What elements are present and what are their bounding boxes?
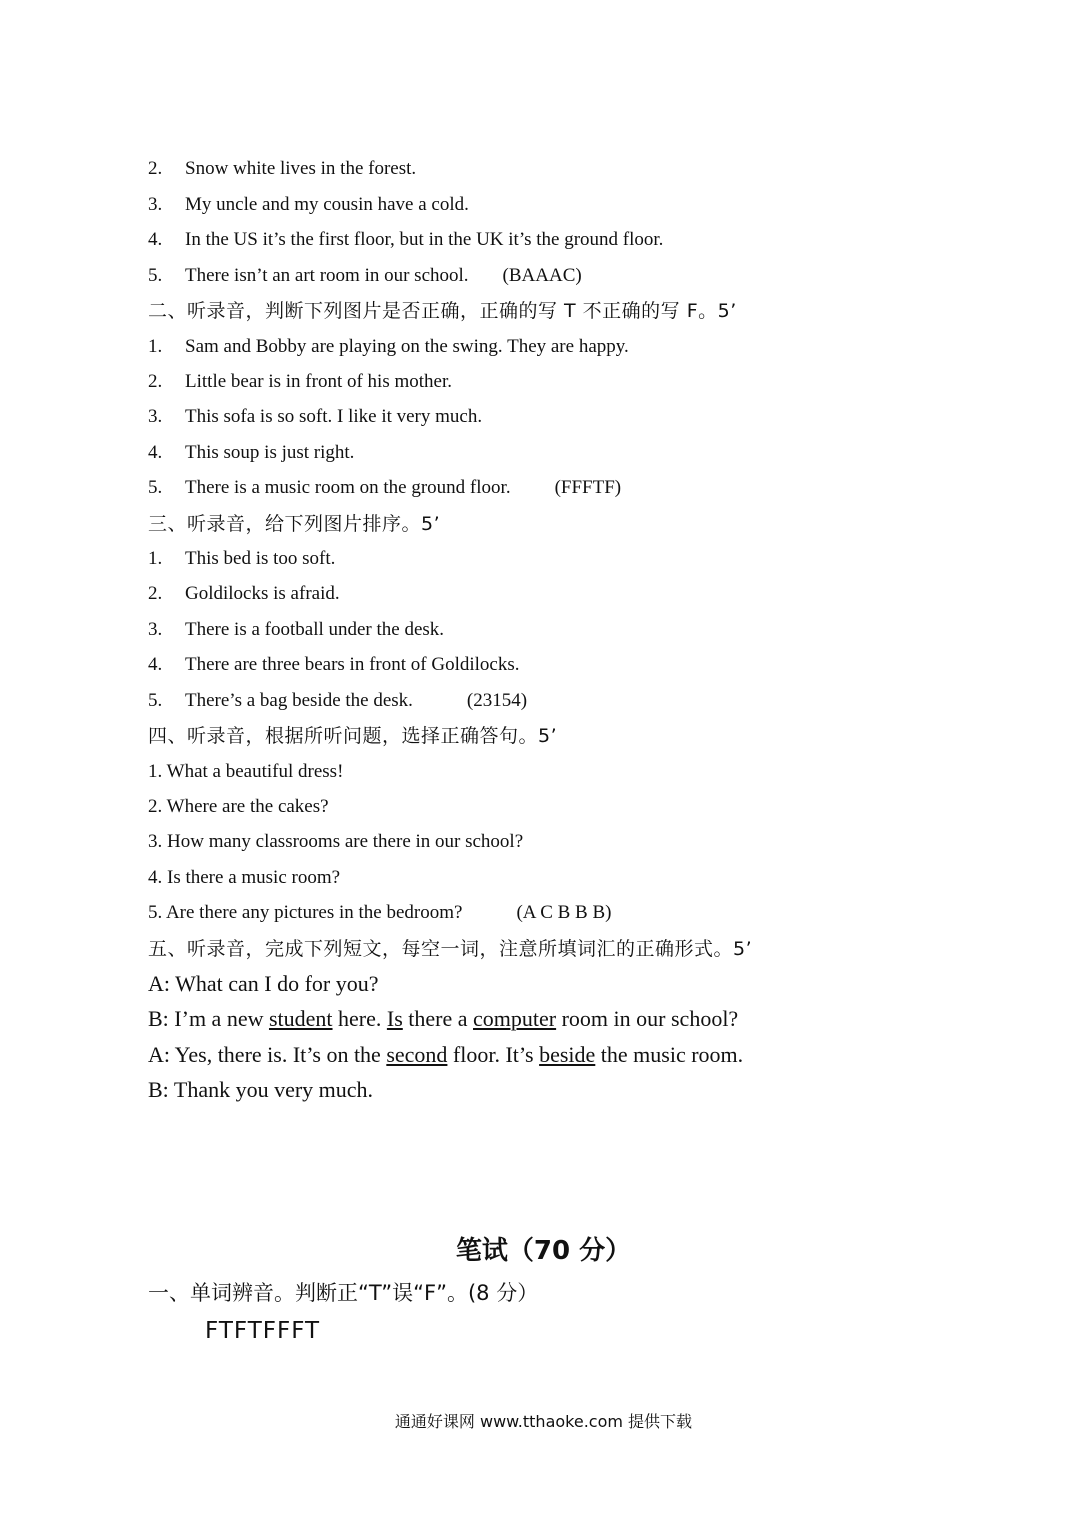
part4-heading: 四、听录音，根据所听问题，选择正确答句。5’ bbox=[148, 725, 558, 747]
part4-answer: (A C B B B) bbox=[516, 902, 612, 923]
part3-item-2: 2. Goldilocks is afraid. bbox=[148, 583, 340, 604]
part4-item-2: 2. Where are the cakes? bbox=[148, 796, 329, 817]
part2-answer: (FFFTF) bbox=[554, 477, 622, 498]
fill-blank-answer: second bbox=[386, 1042, 448, 1067]
part1-item-4: 4. In the US it’s the first floor, but in the UK it’s the ground floor. bbox=[148, 229, 664, 250]
part4-item-1: 1. What a beautiful dress! bbox=[148, 761, 344, 782]
part4-item-5: 5. Are there any pictures in the bedroom? (A C B B B) bbox=[148, 902, 612, 923]
part3-answer: (23154) bbox=[466, 690, 528, 711]
fill-blank-answer: beside bbox=[539, 1042, 596, 1067]
part2-item-4: 4. This soup is just right. bbox=[148, 442, 355, 463]
part5-heading: 五、听录音，完成下列短文，每空一词，注意所填词汇的正确形式。5’ bbox=[148, 938, 753, 960]
part3-heading: 三、听录音，给下列图片排序。5’ bbox=[148, 513, 441, 535]
written-section-heading: 一、单词辨音。判断正“T”误“F”。(8 分） bbox=[148, 1281, 539, 1305]
fill-blank-answer: student bbox=[268, 1006, 333, 1031]
part4-item-4: 4. Is there a music room? bbox=[148, 867, 341, 888]
part1-item-2: 2. Snow white lives in the forest. bbox=[148, 158, 417, 179]
part3-item-4: 4. There are three bears in front of Goldilocks. bbox=[148, 654, 520, 675]
part3-item-5: 5. There’s a bag beside the desk. (23154) bbox=[148, 690, 528, 711]
dialogue-line-1: A: What can I do for you? bbox=[148, 971, 379, 996]
part4-item-3: 3. How many classrooms are there in our school? bbox=[148, 831, 524, 852]
part1-item-5: 5. There isn’t an art room in our school. (BAAAC) bbox=[148, 265, 582, 286]
part3-item-3: 3. There is a football under the desk. bbox=[148, 619, 445, 640]
part2-heading: 二、听录音，判断下列图片是否正确，正确的写 T 不正确的写 F。5’ bbox=[148, 300, 737, 322]
part2-item-2: 2. Little bear is in front of his mother. bbox=[148, 371, 453, 392]
dialogue-line-4: B: Thank you very much. bbox=[148, 1077, 374, 1102]
part3-item-1: 1. This bed is too soft. bbox=[148, 548, 336, 569]
fill-blank-answer: computer bbox=[473, 1006, 557, 1031]
part2-item-3: 3. This sofa is so soft. I like it very much. bbox=[148, 406, 483, 427]
fill-blank-answer: Is bbox=[386, 1006, 403, 1031]
dialogue-line-3: A: Yes, there is. It’s on the second floor. It’s beside the music room. bbox=[148, 1042, 744, 1067]
written-test-title: 笔试（70 分） bbox=[455, 1236, 632, 1266]
part1-item-3: 3. My uncle and my cousin have a cold. bbox=[148, 194, 469, 215]
written-section-answer: FTFTFFFT bbox=[205, 1318, 321, 1344]
part1-answer: (BAAAC) bbox=[502, 265, 582, 286]
part2-item-1: 1. Sam and Bobby are playing on the swing. They are happy. bbox=[148, 336, 629, 357]
dialogue-line-2: B: I’m a new student here. Is there a computer room in our school? bbox=[148, 1006, 739, 1031]
footer-credit: 通通好课网 www.tthaoke.com 提供下载 bbox=[394, 1412, 693, 1431]
part2-item-5: 5. There is a music room on the ground floor. (FFFTF) bbox=[148, 477, 622, 498]
